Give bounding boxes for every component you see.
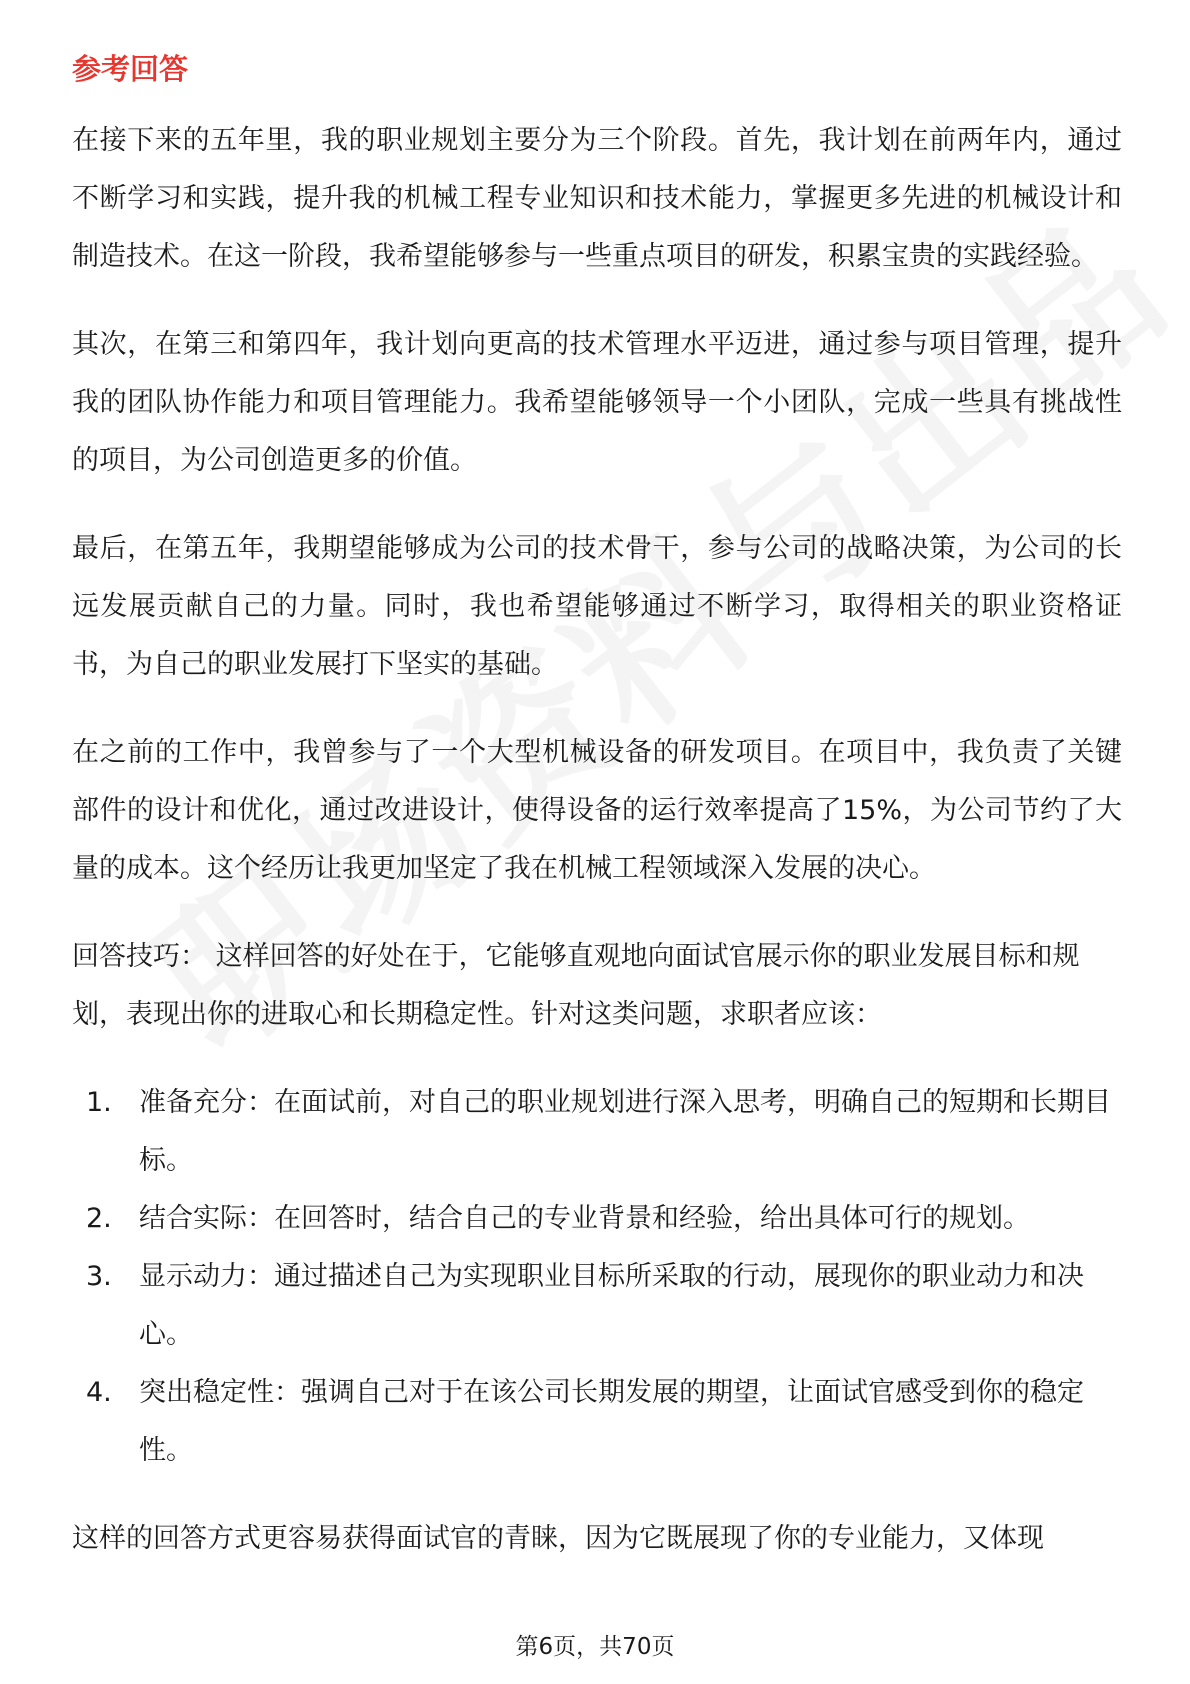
list-item-text: 突出稳定性：强调自己对于在该公司长期发展的期望，让面试官感受到你的稳定性。 [139,1377,1084,1466]
tips-list [72,1074,1122,1480]
page-number: 第6页，共70页 [515,1634,675,1660]
answer-paragraph-2: 其次，在第三和第四年，我计划向更高的技术管理水平迈进，通过参与项目管理，提升我的团队协作能力和项目管理能力。我希望能够领导一个小团队，完成一些具有挑战性的项目，为公司创造更多的价值。 [72,329,1122,476]
list-item-text: 结合实际：在回答时，结合自己的专业背景和经验，给出具体可行的规划。 [139,1203,1030,1234]
answer-paragraph-3: 最后，在第五年，我期望能够成为公司的技术骨干，参与公司的战略决策，为公司的长远发展贡献自己的力量。同时，我也希望能够通过不断学习，取得相关的职业资格证书，为自己的职业发展打下坚实的基础。 [72,533,1122,680]
page-content [72,44,1122,1598]
list-item-number: 2. [86,1203,112,1234]
list-item-text: 准备充分：在面试前，对自己的职业规划进行深入思考，明确自己的短期和长期目标。 [139,1087,1111,1176]
list-item [86,1248,1122,1364]
section-title: 参考回答 [72,52,189,86]
list-item-number: 3. [86,1261,112,1292]
list-item-text: 显示动力：通过描述自己为实现职业目标所采取的行动，展现你的职业动力和决心。 [139,1261,1084,1350]
list-item-number: 1. [86,1087,112,1118]
list-item [86,1190,1122,1248]
answer-paragraph-1: 在接下来的五年里，我的职业规划主要分为三个阶段。首先，我计划在前两年内，通过不断学习和实践，提升我的机械工程专业知识和技术能力，掌握更多先进的机械设计和制造技术。在这一阶段，我希望能够参与一些重点项目的研发，积累宝贵的实践经验。 [72,125,1122,272]
list-item-number: 4. [86,1377,112,1408]
answer-tip: 回答技巧： 这样回答的好处在于，它能够直观地向面试官展示你的职业发展目标和规划，表现出你的进取心和长期稳定性。针对这类问题，求职者应该： [72,941,1080,1030]
answer-paragraph-4: 在之前的工作中，我曾参与了一个大型机械设备的研发项目。在项目中，我负责了关键部件的设计和优化，通过改进设计，使得设备的运行效率提高了15%，为公司节约了大量的成本。这个经历让我更加坚定了我在机械工程领域深入发展的决心。 [72,737,1122,884]
list-item [86,1364,1122,1480]
list-item [86,1074,1122,1190]
closing-paragraph: 这样的回答方式更容易获得面试官的青睐，因为它既展现了你的专业能力，又体现 [72,1523,1044,1554]
